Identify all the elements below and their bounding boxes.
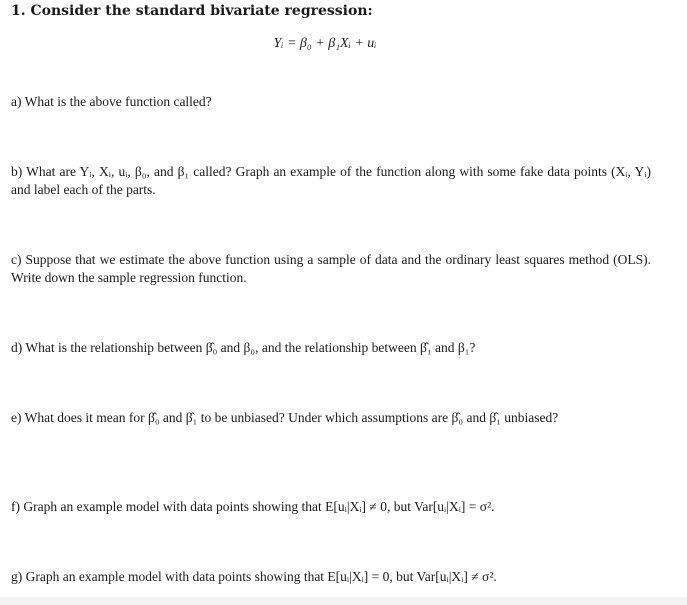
bottom-strip (0, 597, 687, 605)
question-g: g) Graph an example model with data points showing that E[uᵢ|Xᵢ] = 0, but Var[uᵢ|Xᵢ] ≠ σ². (11, 569, 497, 584)
question-e: e) What does it mean for β̂₀ and β̂₁ to be unbiased? Under which assumptions are β̂₀ and β̂₁ unbiased? (11, 410, 559, 425)
question-f: f) Graph an example model with data points showing that E[uᵢ|Xᵢ] ≠ 0, but Var[uᵢ|Xᵢ] = σ². (11, 499, 495, 514)
problem-heading: 1. Consider the standard bivariate regression: (11, 3, 373, 19)
question-d: d) What is the relationship between β̂₀ and β₀, and the relationship between β̂₁ and β₁? (11, 340, 476, 355)
question-a: a) What is the above function called? (11, 94, 212, 109)
question-c: c) Suppose that we estimate the above function using a sample of data and the ordinary least squares method (OLS). Write down the sample regression function. (11, 252, 651, 285)
regression-equation: Yᵢ = β₀ + β₁Xᵢ + uᵢ (273, 36, 377, 51)
question-b: b) What are Yᵢ, Xᵢ, uᵢ, β₀, and β₁ called? Graph an example of the function along with some fake data points (Xᵢ, Yᵢ) and label each of the parts. (11, 164, 651, 197)
